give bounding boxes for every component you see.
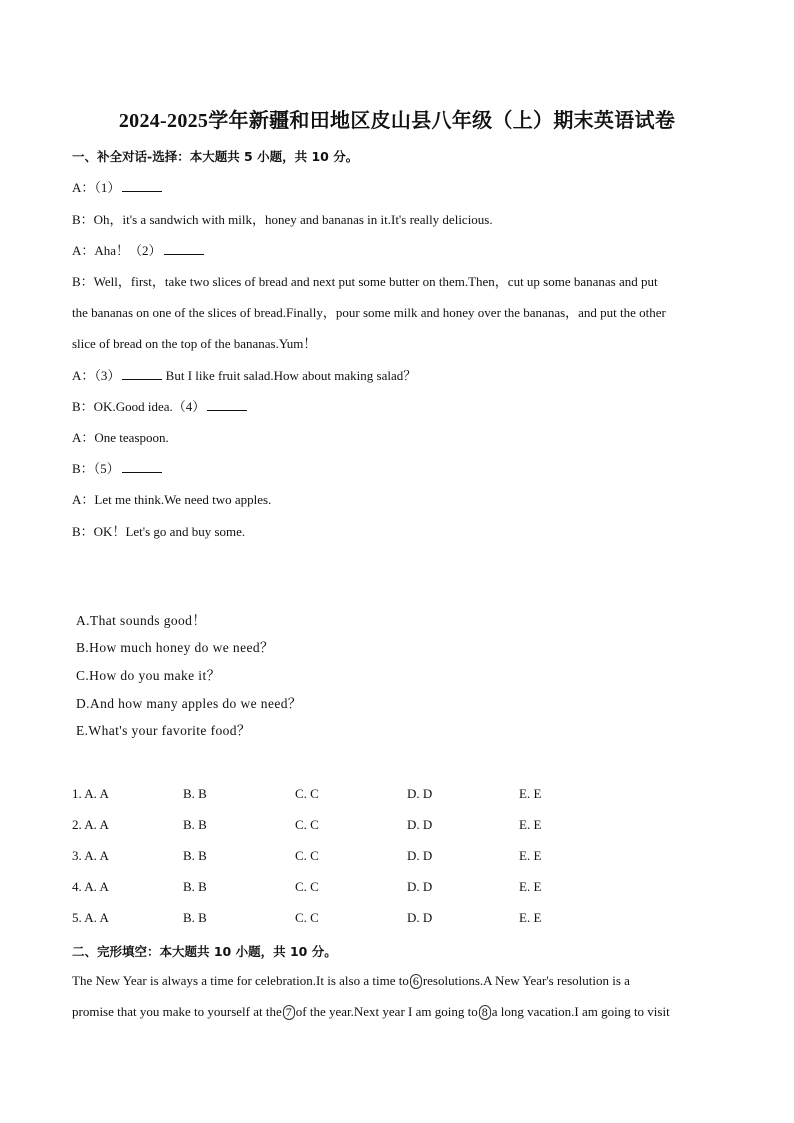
dialogue-text: Oh，it's a sandwich with milk，honey and bananas in it.It's really delicious. [93,212,493,227]
question-row [72,817,672,835]
answer-blank[interactable] [122,460,162,473]
dialogue-text: OK.Good idea.（4） [93,399,206,414]
dialogue-text: （5） [93,461,120,476]
choice-option[interactable]: E. E [519,786,542,801]
choice-option[interactable]: C. C [295,910,319,925]
dialogue-line [72,489,271,508]
dialogue-line [72,427,169,446]
choice-option[interactable]: 5. A. A [72,910,109,925]
choice-option[interactable]: E. E [519,879,542,894]
choice-option[interactable]: C. C [295,879,319,894]
question-row [72,910,672,928]
option-item: D.And how many apples do we need？ [76,696,302,711]
dialogue-text: （1） [94,180,121,195]
dialogue-text: （3） [94,368,121,383]
choice-option[interactable]: D. D [407,848,433,863]
speaker-label: B： [72,212,94,227]
option-item: E.What's your favorite food？ [76,723,251,738]
speaker-label: B： [72,461,94,476]
choice-option[interactable]: D. D [407,817,433,832]
cloze-blank-number[interactable]: 6 [410,974,422,989]
dialogue-text: Aha！（2） [94,243,162,258]
section-1-heading: 一、补全对话-选择：本大题共 5 小题，共 10 分。 [72,149,359,164]
question-row [72,879,672,897]
dialogue-text: Let me think.We need two apples. [94,492,272,507]
answer-blank[interactable] [164,242,204,255]
dialogue-text: But I like fruit salad.How about making salad？ [162,368,417,383]
choice-option[interactable]: E. E [519,817,542,832]
question-row [72,786,672,804]
cloze-line-1 [72,973,630,989]
cloze-text: The New Year is always a time for celebration.It is also a time to [72,973,409,988]
speaker-label: A： [72,368,95,383]
choice-option[interactable]: C. C [295,786,319,801]
choice-option[interactable]: B. B [183,786,207,801]
dialogue-line [72,271,658,290]
dialogue-line [72,365,416,384]
choice-option[interactable]: 4. A. A [72,879,109,894]
choice-option[interactable]: B. B [183,848,207,863]
answer-blank[interactable] [207,398,247,411]
choice-option[interactable]: D. D [407,879,433,894]
choice-option[interactable]: D. D [407,910,433,925]
choice-option[interactable]: B. B [183,817,207,832]
speaker-label: A： [72,243,95,258]
dialogue-line [72,177,162,196]
option-item: B.How much honey do we need？ [76,640,274,655]
cloze-text: of the year.Next year I am going to [295,1004,478,1019]
choice-option[interactable]: 2. A. A [72,817,109,832]
dialogue-line [72,333,316,352]
choice-option[interactable]: D. D [407,786,433,801]
choice-option[interactable]: C. C [295,848,319,863]
answer-blank[interactable] [122,179,162,192]
dialogue-line [72,396,247,415]
cloze-line-2 [72,1004,670,1020]
dialogue-text: slice of bread on the top of the bananas.Yum！ [72,336,317,351]
question-row [72,848,672,866]
choice-option[interactable]: C. C [295,817,319,832]
dialogue-line [72,209,493,228]
cloze-text: promise that you make to yourself at the [72,1004,282,1019]
choice-option[interactable]: B. B [183,879,207,894]
speaker-label: A： [72,180,95,195]
answer-blank[interactable] [122,367,162,380]
option-item: C.How do you make it？ [76,668,221,683]
page-title: 2024-2025学年新疆和田地区皮山县八年级（上）期末英语试卷 [118,110,676,132]
choice-option[interactable]: 1. A. A [72,786,109,801]
option-item: A.That sounds good！ [76,613,207,628]
dialogue-text: the bananas on one of the slices of bread.Finally，pour some milk and honey over the bananas，and put the other [72,305,666,320]
cloze-blank-number[interactable]: 7 [283,1005,295,1020]
dialogue-line [72,458,162,477]
speaker-label: B： [72,274,94,289]
choice-option[interactable]: E. E [519,848,542,863]
cloze-blank-number[interactable]: 8 [479,1005,491,1020]
choice-option[interactable]: 3. A. A [72,848,109,863]
section-2-heading: 二、完形填空：本大题共 10 小题，共 10 分。 [72,944,337,959]
cloze-text: resolutions.A New Year's resolution is a [422,973,630,988]
dialogue-text: One teaspoon. [94,430,169,445]
choice-option[interactable]: E. E [519,910,542,925]
cloze-text: a long vacation.I am going to visit [491,1004,670,1019]
dialogue-text: Well，first，take two slices of bread and next put some butter on them.Then，cut up some bananas and put [93,274,658,289]
dialogue-text: OK！Let's go and buy some. [93,524,246,539]
speaker-label: A： [72,492,95,507]
speaker-label: B： [72,399,94,414]
dialogue-line [72,521,245,540]
choice-option[interactable]: B. B [183,910,207,925]
speaker-label: B： [72,524,94,539]
speaker-label: A： [72,430,95,445]
dialogue-line [72,302,666,321]
dialogue-line [72,240,204,259]
